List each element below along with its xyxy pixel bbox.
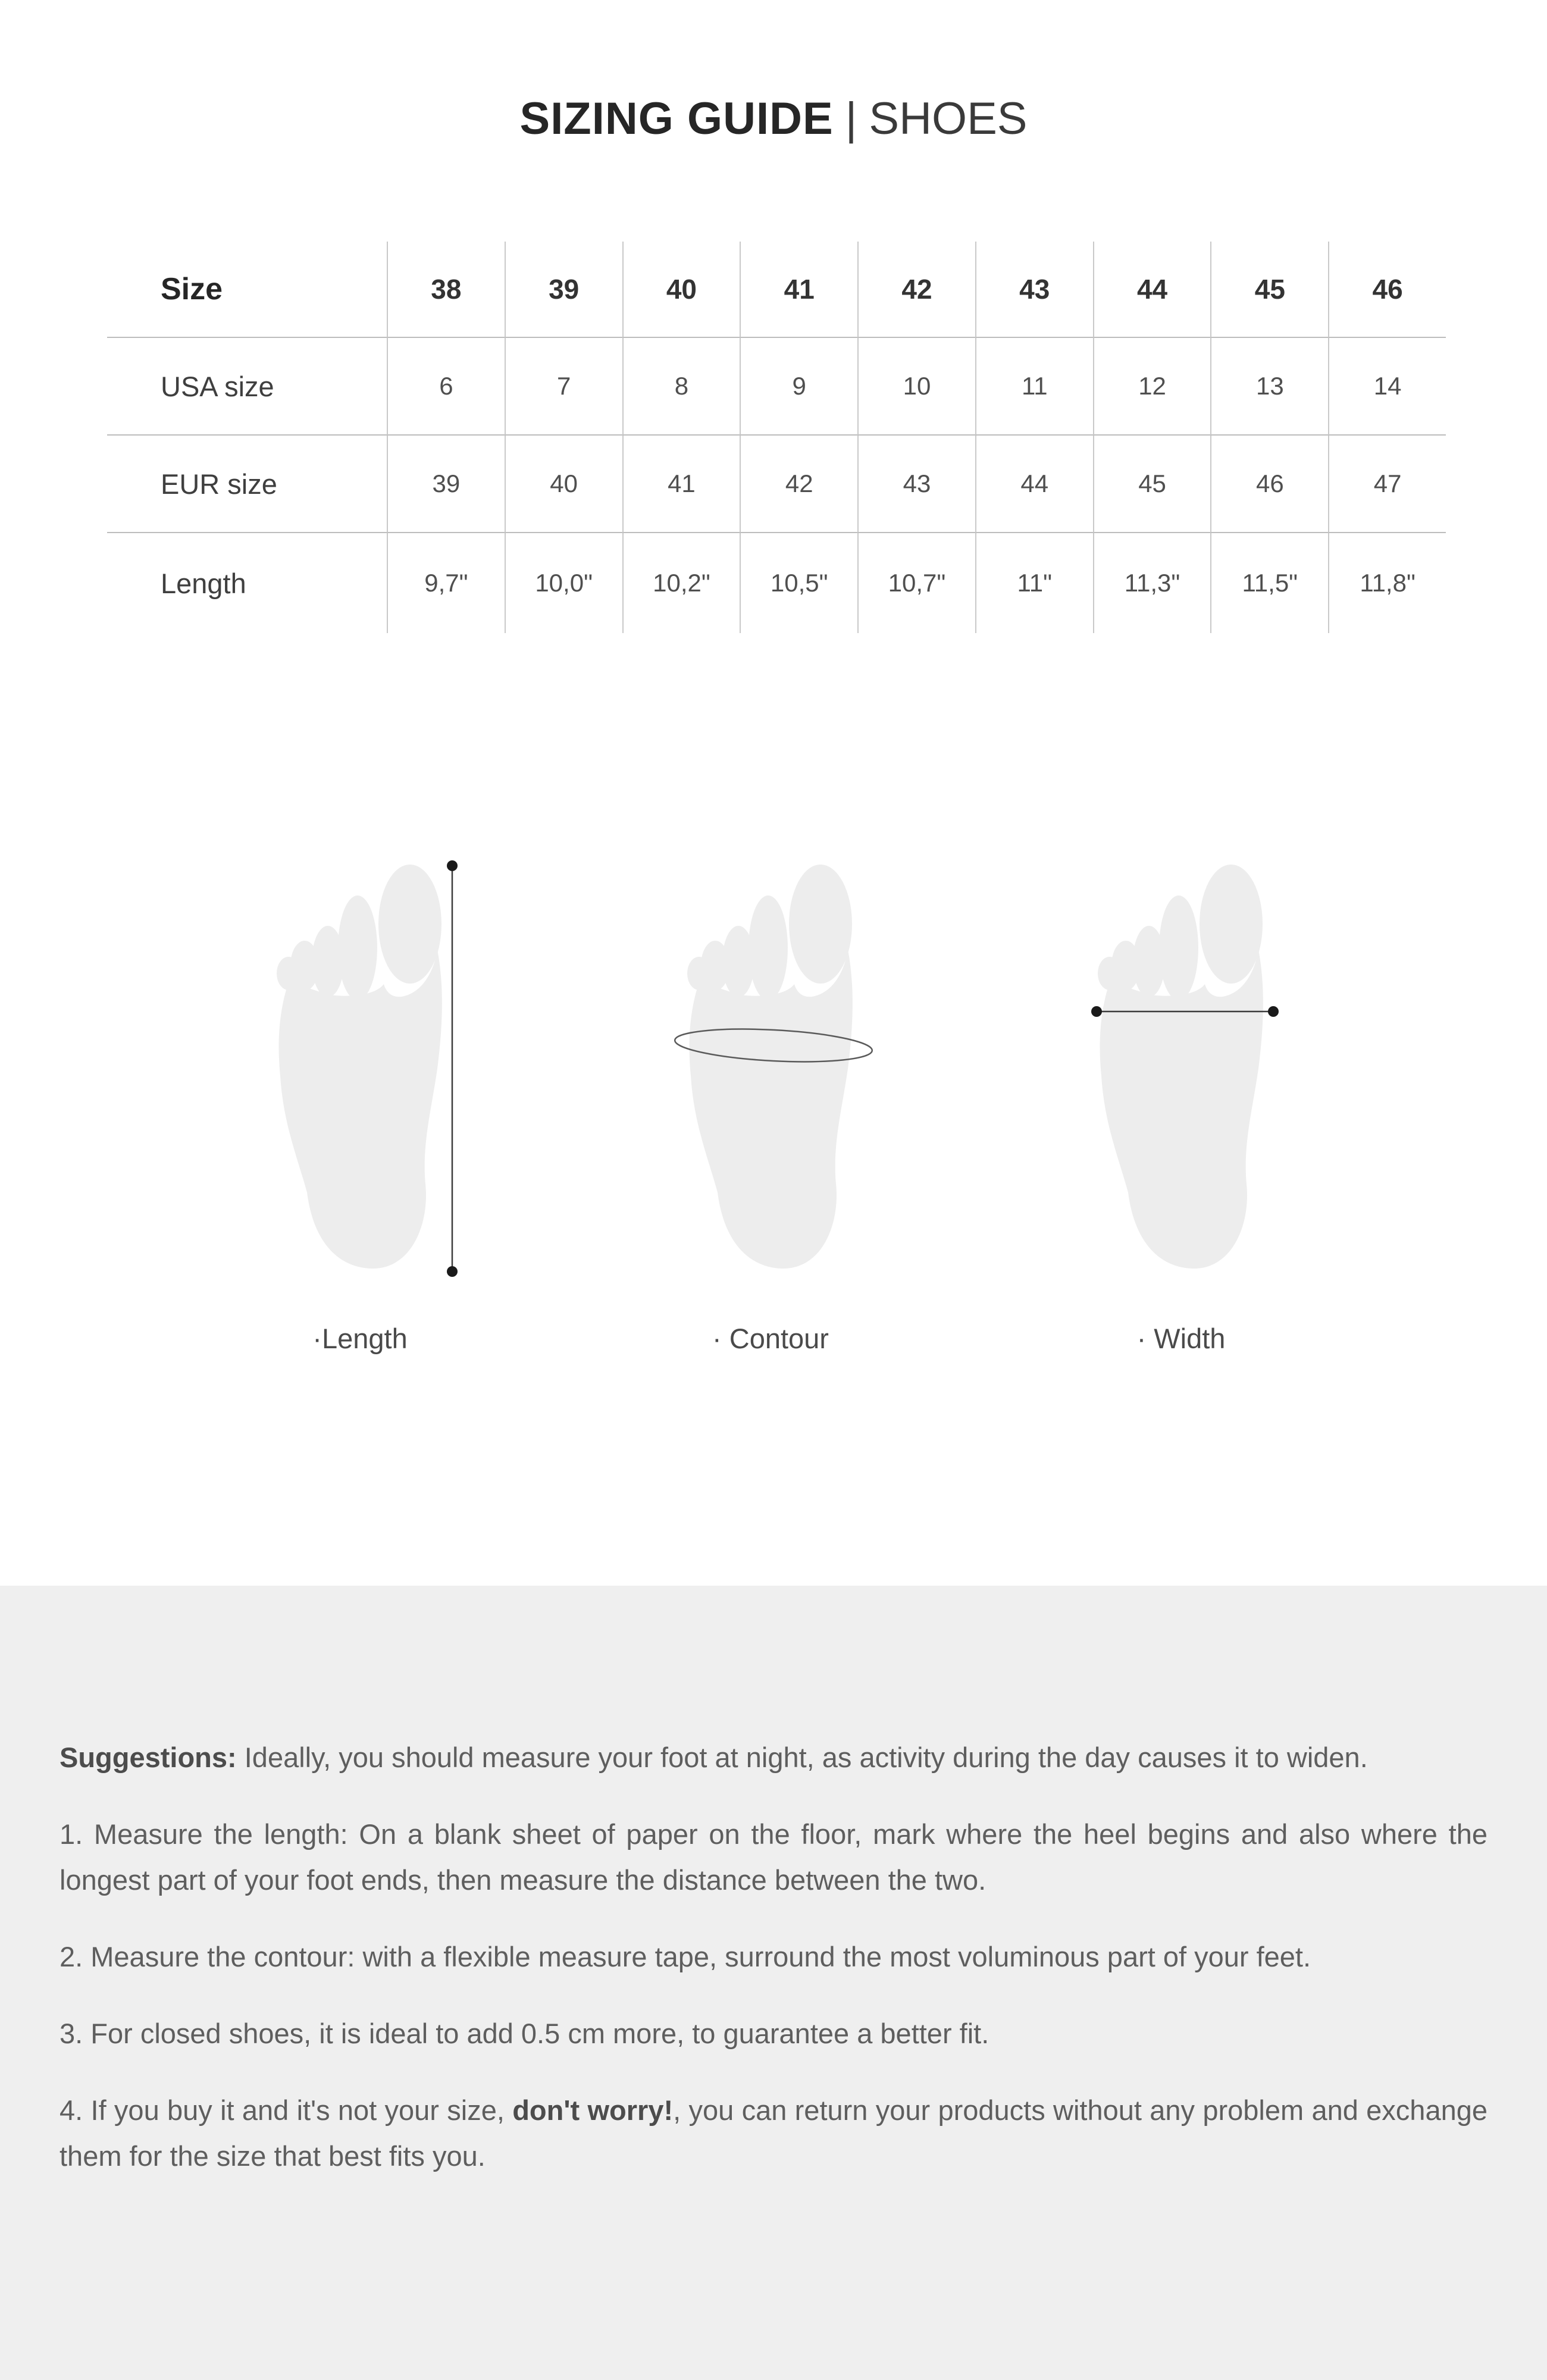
table-cell: 10,7" xyxy=(857,533,975,633)
suggestions-intro-bold: Suggestions: xyxy=(60,1742,237,1773)
instruction-1 xyxy=(60,1811,1488,1903)
table-cell: 41 xyxy=(622,436,740,533)
table-cell: 44 xyxy=(975,436,1093,533)
title-separator: | xyxy=(845,93,857,144)
table-cell: 42 xyxy=(740,436,857,533)
table-header-cell: 45 xyxy=(1210,242,1328,338)
table-header-cell: 42 xyxy=(857,242,975,338)
measurement-dot xyxy=(447,860,458,871)
foot-width-silhouette xyxy=(1098,865,1263,1269)
table-cell: 14 xyxy=(1328,338,1446,436)
foot-contour-silhouette xyxy=(687,865,853,1269)
suggestions-intro xyxy=(60,1734,1488,1780)
table-header-cell: 43 xyxy=(975,242,1093,338)
suggestions-intro-text: Ideally, you should measure your foot at night, as activity during the day causes it to widen. xyxy=(236,1742,1368,1773)
table-cell: 11,5" xyxy=(1210,533,1328,633)
table-header-cell: 38 xyxy=(387,242,505,338)
table-cell: 6 xyxy=(387,338,505,436)
table-cell: 40 xyxy=(505,436,622,533)
instruction-4-number: 4. xyxy=(60,2094,83,2126)
table-cell: 12 xyxy=(1093,338,1211,436)
instruction-1-text: Measure the length: On a blank sheet of paper on the floor, mark where the heel begins and also where the longest part of your foot ends, then measure the distance between the two. xyxy=(60,1818,1488,1896)
table-cell: 11" xyxy=(975,533,1093,633)
table-cell: 9 xyxy=(740,338,857,436)
instruction-4-bold: don't worry! xyxy=(512,2094,674,2126)
foot-length-silhouette xyxy=(277,865,442,1269)
instruction-3-text: For closed shoes, it is ideal to add 0.5 cm more, to guarantee a better fit. xyxy=(83,2018,989,2049)
instruction-3 xyxy=(60,2011,1488,2056)
table-cell: 10,0" xyxy=(505,533,622,633)
table-header-size: Size xyxy=(107,242,387,338)
table-header-cell: 44 xyxy=(1093,242,1211,338)
measurement-dot xyxy=(1091,1006,1102,1017)
size-table xyxy=(107,242,1446,633)
instruction-2-number: 2. xyxy=(60,1941,83,1972)
instruction-4-text-before: If you buy it and it's not your size, xyxy=(83,2094,513,2126)
table-cell: 43 xyxy=(857,436,975,533)
table-cell: 8 xyxy=(622,338,740,436)
table-header-cell: 40 xyxy=(622,242,740,338)
instruction-1-number: 1. xyxy=(60,1818,83,1850)
instruction-2 xyxy=(60,1934,1488,1980)
page-title xyxy=(0,89,1547,149)
table-cell: 10,2" xyxy=(622,533,740,633)
title-category: SHOES xyxy=(869,93,1028,144)
title-main: SIZING GUIDE xyxy=(519,93,834,144)
table-header-cell: 39 xyxy=(505,242,622,338)
table-cell: 9,7" xyxy=(387,533,505,633)
table-cell: 7 xyxy=(505,338,622,436)
instruction-4 xyxy=(60,2087,1488,2179)
feet-measurement-diagram xyxy=(0,833,1547,1368)
table-cell: 10,5" xyxy=(740,533,857,633)
instruction-4-text-after: , you can return your products without any problem and exchange them for the size that best fits you. xyxy=(60,2094,1488,2172)
table-cell: 11 xyxy=(975,338,1093,436)
table-cell: 13 xyxy=(1210,338,1328,436)
table-row-label: USA size xyxy=(107,338,387,436)
table-header-cell: 46 xyxy=(1328,242,1446,338)
table-cell: 45 xyxy=(1093,436,1211,533)
table-cell: 46 xyxy=(1210,436,1328,533)
width-label: · Width xyxy=(1136,1323,1226,1354)
suggestions-panel xyxy=(0,1586,1547,2380)
table-cell: 10 xyxy=(857,338,975,436)
table-row-label: EUR size xyxy=(107,436,387,533)
table-row-label: Length xyxy=(161,567,246,599)
table-header-cell: 41 xyxy=(740,242,857,338)
length-label: ·Length xyxy=(312,1323,408,1354)
table-cell: 39 xyxy=(387,436,505,533)
instruction-3-number: 3. xyxy=(60,2018,83,2049)
instruction-2-text: Measure the contour: with a flexible measure tape, surround the most voluminous part of your feet. xyxy=(83,1941,1311,1972)
contour-label: · Contour xyxy=(712,1323,829,1354)
measurement-dot xyxy=(447,1266,458,1277)
table-cell: 11,8" xyxy=(1328,533,1446,633)
table-cell: 11,3" xyxy=(1093,533,1211,633)
table-cell: 47 xyxy=(1328,436,1446,533)
measurement-dot xyxy=(1268,1006,1279,1017)
